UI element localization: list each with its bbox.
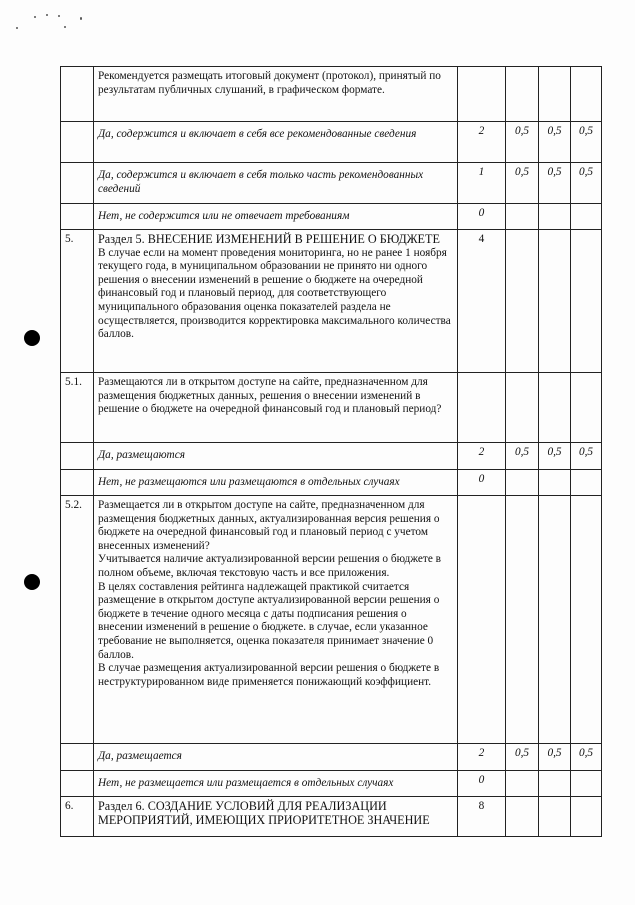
- coefficient: [539, 230, 571, 373]
- max-score: 8: [458, 797, 506, 837]
- coefficient: 0,5: [506, 443, 539, 470]
- row-number: [61, 204, 94, 230]
- max-score: 2: [458, 443, 506, 470]
- coefficient: [571, 496, 602, 744]
- section-description: В случае если на момент проведения мониторинга, но не ранее 1 ноября текущего года, в муниципальном образовании не принято ни одного решения о внесении изменений в решение о бюджете на очередной финансовый год и плановый период, для соответствующего муниципального образования оценка показателей раздела не осуществляется, производится корректировка максимального количества баллов.: [98, 246, 451, 341]
- criterion-note: Учитывается наличие актуализированной версии решения о бюджете в полном объеме, включая текстовую часть и все приложения.: [98, 553, 441, 579]
- scan-speck: [46, 14, 48, 16]
- max-score: 2: [458, 122, 506, 163]
- table-row: [61, 771, 602, 797]
- criterion-question: Размещается ли в открытом доступе на сайте, предназначенном для размещения бюджетных данных, актуализированная версия решения о бюджете на очередной финансовый год и плановый период с учетом внесенных изменений?: [98, 499, 440, 552]
- coefficient: 0,5: [539, 122, 571, 163]
- table-row: [61, 163, 602, 204]
- coefficient: [506, 771, 539, 797]
- coefficient: [571, 204, 602, 230]
- coefficient: [506, 797, 539, 837]
- coefficient: 0,5: [539, 443, 571, 470]
- section-heading: Раздел 5. ВНЕСЕНИЕ ИЗМЕНЕНИЙ В РЕШЕНИЕ О БЮДЖЕТЕ: [98, 232, 440, 246]
- max-score: 1: [458, 163, 506, 204]
- answer-option: Нет, не содержится или не отвечает требованиям: [94, 204, 458, 230]
- coefficient: [506, 204, 539, 230]
- row-number: [61, 443, 94, 470]
- coefficient: [506, 496, 539, 744]
- criterion-cell: [94, 496, 458, 744]
- row-number: 5.1.: [61, 373, 94, 443]
- max-score: [458, 496, 506, 744]
- coefficient: [539, 496, 571, 744]
- max-score: 0: [458, 470, 506, 496]
- coefficient: [571, 470, 602, 496]
- max-score: [458, 67, 506, 122]
- scan-speck: [64, 26, 66, 28]
- scan-speck: [34, 16, 36, 18]
- coefficient: [539, 797, 571, 837]
- coefficient: [539, 470, 571, 496]
- scan-speck: [58, 15, 60, 17]
- coefficient: 0,5: [571, 122, 602, 163]
- answer-option: Да, размещается: [94, 744, 458, 771]
- answer-option: Нет, не размещаются или размещаются в отдельных случаях: [94, 470, 458, 496]
- punch-hole-bottom: [24, 574, 40, 590]
- coefficient: 0,5: [571, 163, 602, 204]
- row-number: [61, 122, 94, 163]
- answer-option: Нет, не размещается или размещается в отдельных случаях: [94, 771, 458, 797]
- coefficient: [571, 373, 602, 443]
- section-cell: [94, 230, 458, 373]
- table-row: [61, 230, 602, 373]
- row-number: [61, 67, 94, 122]
- coefficient: 0,5: [571, 744, 602, 771]
- section-number: 5.: [61, 230, 94, 373]
- coefficient: [539, 67, 571, 122]
- max-score: 0: [458, 204, 506, 230]
- punch-hole-top: [24, 330, 40, 346]
- table-row: [61, 470, 602, 496]
- scan-speck: [80, 17, 82, 20]
- section-cell: [94, 797, 458, 837]
- section-heading: Раздел 6. СОЗДАНИЕ УСЛОВИЙ ДЛЯ РЕАЛИЗАЦИИ МЕРОПРИЯТИЙ, ИМЕЮЩИХ ПРИОРИТЕТНОЕ ЗНАЧЕНИЕ: [98, 799, 430, 827]
- criterion-note: В случае размещения актуализированной версии решения о бюджете в неструктурированном виде применяется понижающий коэффициент.: [98, 662, 440, 688]
- table-row: [61, 496, 602, 744]
- coefficient: 0,5: [571, 443, 602, 470]
- coefficient: 0,5: [506, 163, 539, 204]
- table-row: [61, 122, 602, 163]
- coefficient: 0,5: [506, 122, 539, 163]
- criterion-text: Размещаются ли в открытом доступе на сайте, предназначенном для размещения бюджетных данных, решения о внесении изменений в решение о бюджете на очередной финансовый год и плановый период?: [94, 373, 458, 443]
- coefficient: [506, 67, 539, 122]
- coefficient: [571, 230, 602, 373]
- coefficient: 0,5: [539, 163, 571, 204]
- table-row: [61, 744, 602, 771]
- coefficient: 0,5: [506, 744, 539, 771]
- table-row: [61, 67, 602, 122]
- coefficient: [506, 230, 539, 373]
- section-number: 6.: [61, 797, 94, 837]
- max-score: 0: [458, 771, 506, 797]
- coefficient: [571, 67, 602, 122]
- answer-option: Да, содержится и включает в себя только часть рекомендованных сведений: [94, 163, 458, 204]
- table-row: [61, 373, 602, 443]
- answer-option: Да, содержится и включает в себя все рекомендованные сведения: [94, 122, 458, 163]
- coefficient: 0,5: [539, 744, 571, 771]
- max-score: 2: [458, 744, 506, 771]
- row-number: [61, 470, 94, 496]
- criteria-table: [60, 66, 602, 837]
- coefficient: [506, 373, 539, 443]
- table-row: [61, 443, 602, 470]
- coefficient: [571, 771, 602, 797]
- coefficient: [571, 797, 602, 837]
- criterion-note: В целях составления рейтинга надлежащей практикой считается размещение в открытом доступе актуализированной версии решения о бюджете в течение одного месяца с даты подписания решения о внесении изменений в решение о бюджете. в случае, если указанное требование не выполняется, оценка показателя принимает значение 0 баллов.: [98, 580, 440, 661]
- row-number: [61, 744, 94, 771]
- row-number: [61, 163, 94, 204]
- row-number: 5.2.: [61, 496, 94, 744]
- max-score: [458, 373, 506, 443]
- table-row: [61, 204, 602, 230]
- coefficient: [539, 373, 571, 443]
- scan-speck: [16, 27, 18, 29]
- coefficient: [539, 771, 571, 797]
- criterion-text: Рекомендуется размещать итоговый документ (протокол), принятый по результатам публичных слушаний, в графическом формате.: [94, 67, 458, 122]
- max-score: 4: [458, 230, 506, 373]
- answer-option: Да, размещаются: [94, 443, 458, 470]
- row-number: [61, 771, 94, 797]
- coefficient: [539, 204, 571, 230]
- table-row: [61, 797, 602, 837]
- coefficient: [506, 470, 539, 496]
